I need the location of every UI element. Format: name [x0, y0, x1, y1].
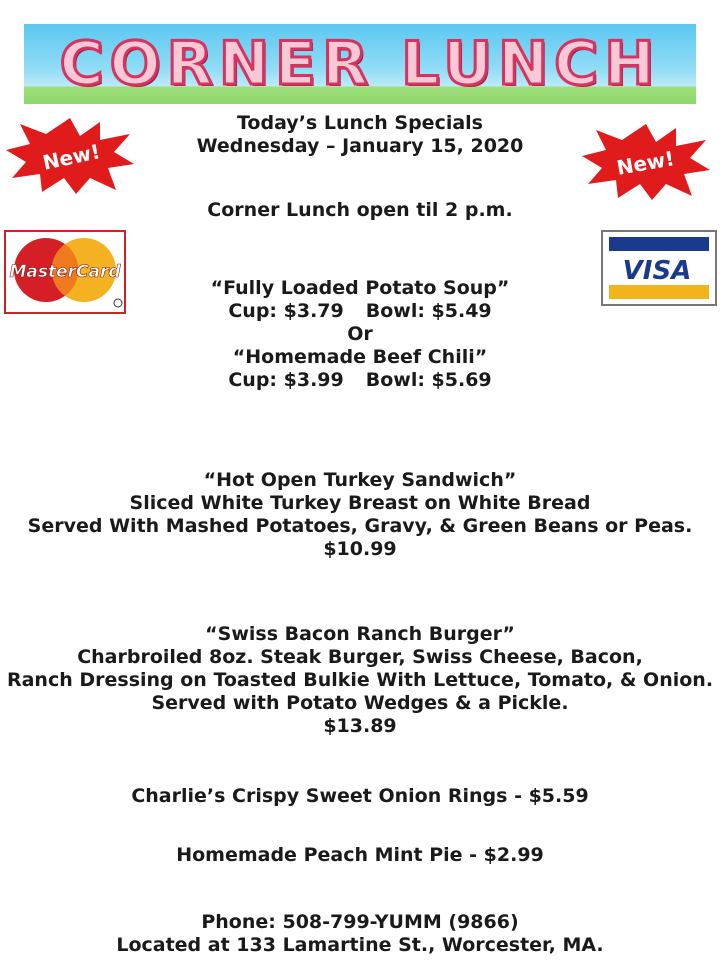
soup2-name: “Homemade Beef Chili” — [232, 346, 488, 368]
soup-section — [0, 277, 720, 392]
special1-desc-1: Sliced White Turkey Breast on White Bread — [129, 492, 591, 514]
specials-date: Wednesday – January 15, 2020 — [196, 135, 524, 157]
soup1-prices — [0, 300, 720, 323]
visa-label: VISA — [622, 256, 692, 286]
soup2-cup-price: Cup: $3.99 — [228, 369, 344, 391]
turkey-sandwich-special — [0, 469, 720, 561]
pie-item — [0, 844, 720, 867]
swiss-burger-special — [0, 623, 720, 738]
soup1-cup-price: Cup: $3.79 — [228, 300, 344, 322]
banner-title: CORNER LUNCH — [59, 29, 661, 99]
soup1-name: “Fully Loaded Potato Soup” — [210, 277, 510, 299]
onion-rings-text: Charlie’s Crispy Sweet Onion Rings - $5.59 — [131, 785, 589, 807]
specials-title: Today’s Lunch Specials — [236, 112, 483, 134]
special2-name: “Swiss Bacon Ranch Burger” — [205, 623, 515, 645]
hours-text: Corner Lunch open til 2 p.m. — [207, 199, 513, 221]
new-badge-left-label: New! — [40, 139, 103, 175]
soup2-bowl-price: Bowl: $5.69 — [365, 369, 492, 391]
special2-desc-1: Charbroiled 8oz. Steak Burger, Swiss Cheese, Bacon, — [77, 646, 643, 668]
new-badge-right-label: New! — [614, 146, 677, 180]
hours-note — [0, 199, 720, 222]
address-text: Located at 133 Lamartine St., Worcester, MA. — [116, 934, 604, 956]
soup1-bowl-price: Bowl: $5.49 — [365, 300, 492, 322]
corner-lunch-banner — [24, 24, 696, 104]
special1-name: “Hot Open Turkey Sandwich” — [203, 469, 517, 491]
mastercard-label: MasterCard — [9, 262, 121, 282]
special2-desc-2: Ranch Dressing on Toasted Bulkie With Lettuce, Tomato, & Onion. — [6, 669, 714, 691]
special1-price: $10.99 — [323, 538, 397, 560]
pie-text: Homemade Peach Mint Pie - $2.99 — [176, 844, 544, 866]
soup2-prices — [0, 369, 720, 392]
contact-info — [0, 911, 720, 957]
specials-header — [0, 112, 720, 158]
onion-rings-item — [0, 785, 720, 808]
soup-or: Or — [347, 323, 373, 345]
special2-desc-3: Served with Potato Wedges & a Pickle. — [151, 692, 569, 714]
special2-price: $13.89 — [323, 715, 397, 737]
phone-text: Phone: 508-799-YUMM (9866) — [201, 911, 519, 933]
special1-desc-2: Served With Mashed Potatoes, Gravy, & Green Beans or Peas. — [27, 515, 693, 537]
